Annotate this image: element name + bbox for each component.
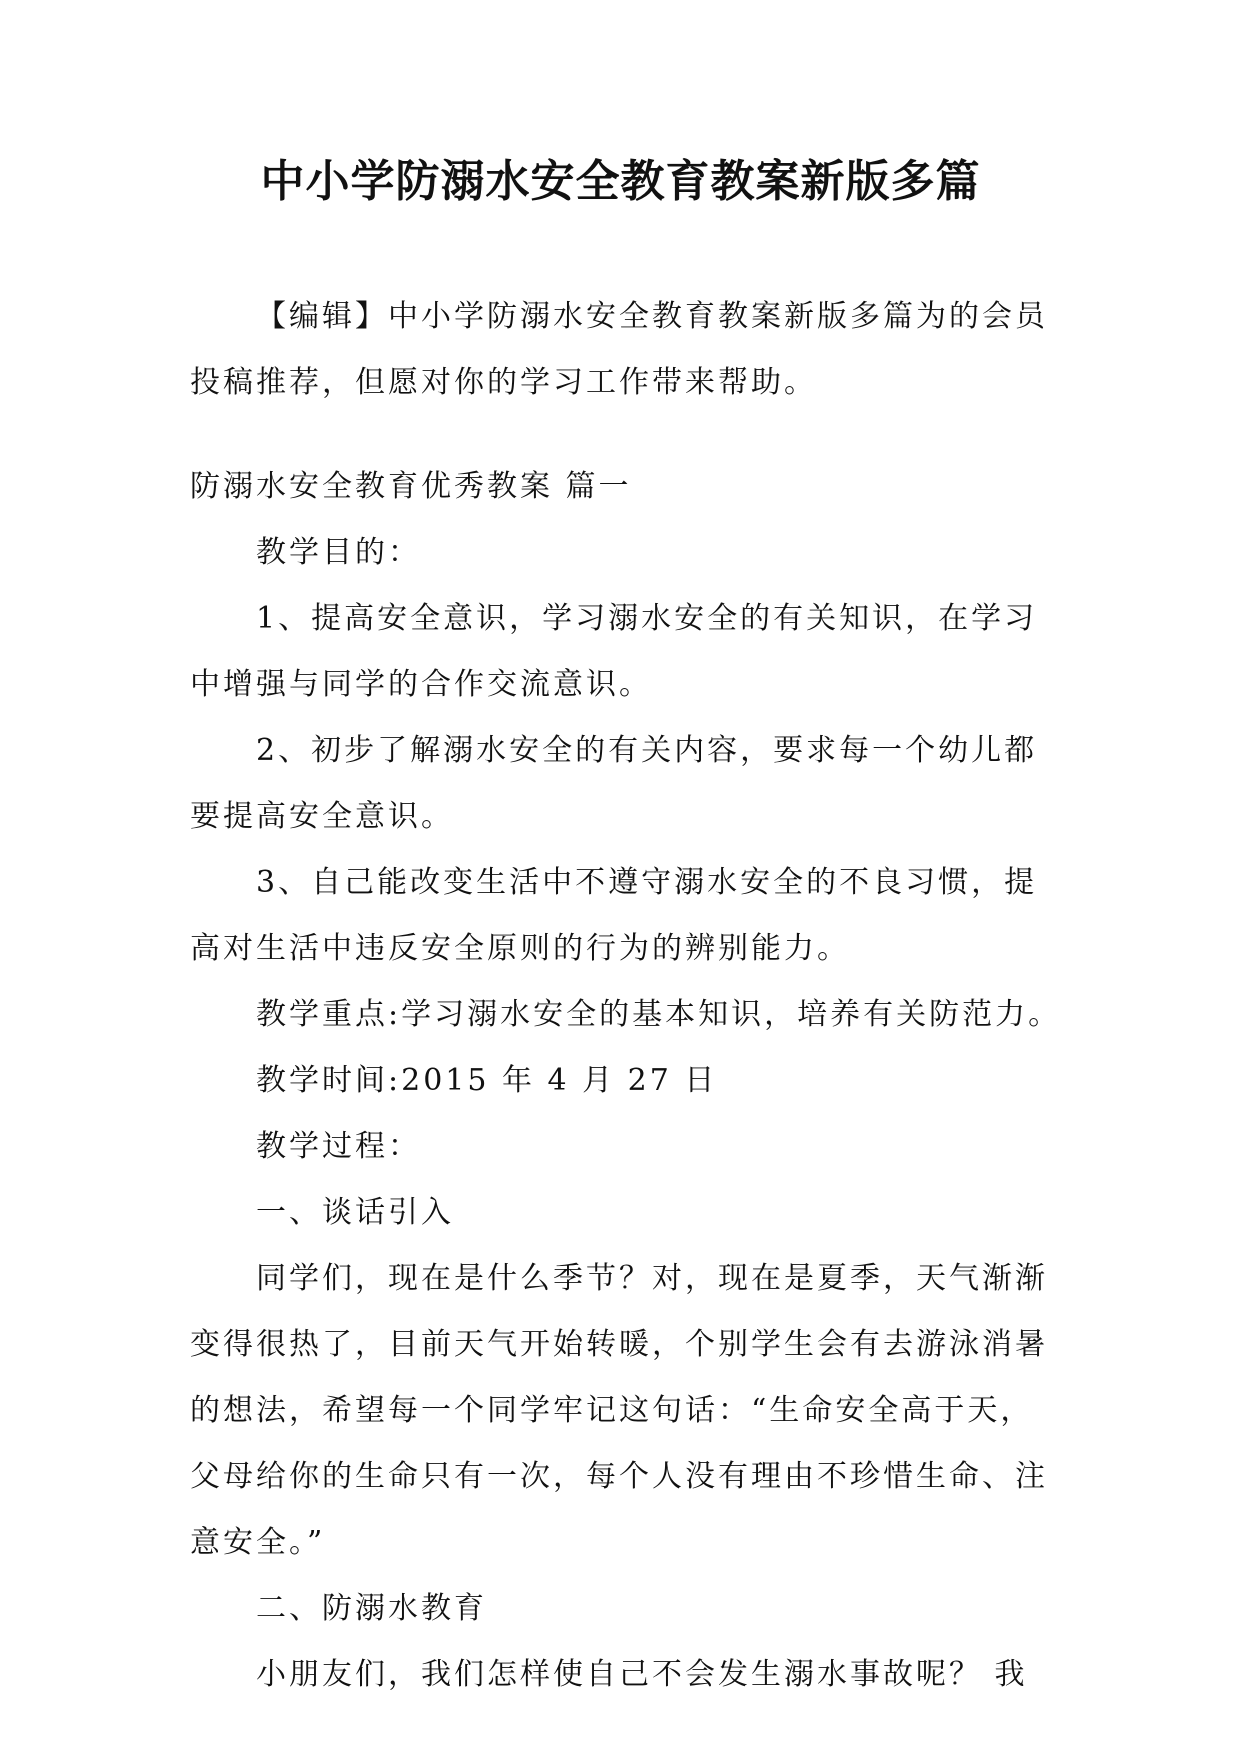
intro-line: 【编辑】中小学防溺水安全教育教案新版多篇为的会员 xyxy=(256,299,1048,334)
section-heading-text: 防溺水安全教育优秀教案 篇一 xyxy=(190,469,632,504)
section-heading xyxy=(190,454,1050,520)
goal-item-3-continued xyxy=(190,916,1050,982)
step-2-line: 小朋友们，我们怎样使自己不会发生溺水事故呢？ 我 xyxy=(256,1657,1028,1692)
goal-item-2-line: 要提高安全意识。 xyxy=(190,799,454,834)
teaching-focus xyxy=(190,982,1062,1048)
step-1-paragraph-continued xyxy=(190,1312,1050,1576)
step-1-line: 同学们，现在是什么季节？对，现在是夏季，天气渐渐 xyxy=(256,1261,1048,1296)
intro-paragraph xyxy=(190,284,1050,350)
step-1-heading xyxy=(190,1180,1050,1246)
goal-label-text: 教学目的： xyxy=(256,535,421,570)
step-1-line: 意安全。” xyxy=(190,1525,326,1560)
intro-line: 投稿推荐，但愿对你的学习工作带来帮助。 xyxy=(190,365,817,400)
goal-item-2-continued xyxy=(190,784,1050,850)
goal-item-1 xyxy=(190,586,1050,652)
intro-block xyxy=(190,284,1050,416)
process-label-text: 教学过程： xyxy=(256,1129,421,1164)
step-1-line: 变得很热了，目前天气开始转暖，个别学生会有去游泳消暑 xyxy=(190,1327,1048,1362)
document-title: 中小学防溺水安全教育教案新版多篇 xyxy=(260,156,981,207)
goal-item-2-line: 2、初步了解溺水安全的有关内容，要求每一个幼儿都 xyxy=(256,733,1038,768)
goal-label xyxy=(190,520,1050,586)
goal-item-3-line: 高对生活中违反安全原则的行为的辨别能力。 xyxy=(190,931,850,966)
goal-item-1-continued xyxy=(190,652,1050,718)
step-1-line: 父母给你的生命只有一次，每个人没有理由不珍惜生命、注 xyxy=(190,1459,1048,1494)
step-1-heading-text: 一、谈话引入 xyxy=(256,1195,454,1230)
teaching-time xyxy=(190,1048,1050,1114)
step-2-heading xyxy=(190,1576,1050,1642)
teaching-time-text: 教学时间:2015 年 4 月 27 日 xyxy=(256,1063,718,1098)
goal-item-1-line: 1、提高安全意识，学习溺水安全的有关知识，在学习 xyxy=(256,601,1038,636)
step-1-line: 的想法，希望每一个同学牢记这句话：“生命安全高于天， xyxy=(190,1393,1034,1428)
step-2-paragraph xyxy=(190,1642,1050,1708)
intro-paragraph-continued xyxy=(190,350,1050,416)
goal-item-1-line: 中增强与同学的合作交流意识。 xyxy=(190,667,652,702)
step-1-paragraph xyxy=(190,1246,1050,1312)
teaching-focus-text: 教学重点:学习溺水安全的基本知识，培养有关防范力。 xyxy=(256,997,1062,1032)
main-content xyxy=(190,454,1062,1708)
step-2-heading-text: 二、防溺水教育 xyxy=(256,1591,487,1626)
process-label xyxy=(190,1114,1050,1180)
goal-item-3-line: 3、自己能改变生活中不遵守溺水安全的不良习惯，提 xyxy=(256,865,1038,900)
goal-item-2 xyxy=(190,718,1050,784)
goal-item-3 xyxy=(190,850,1050,916)
